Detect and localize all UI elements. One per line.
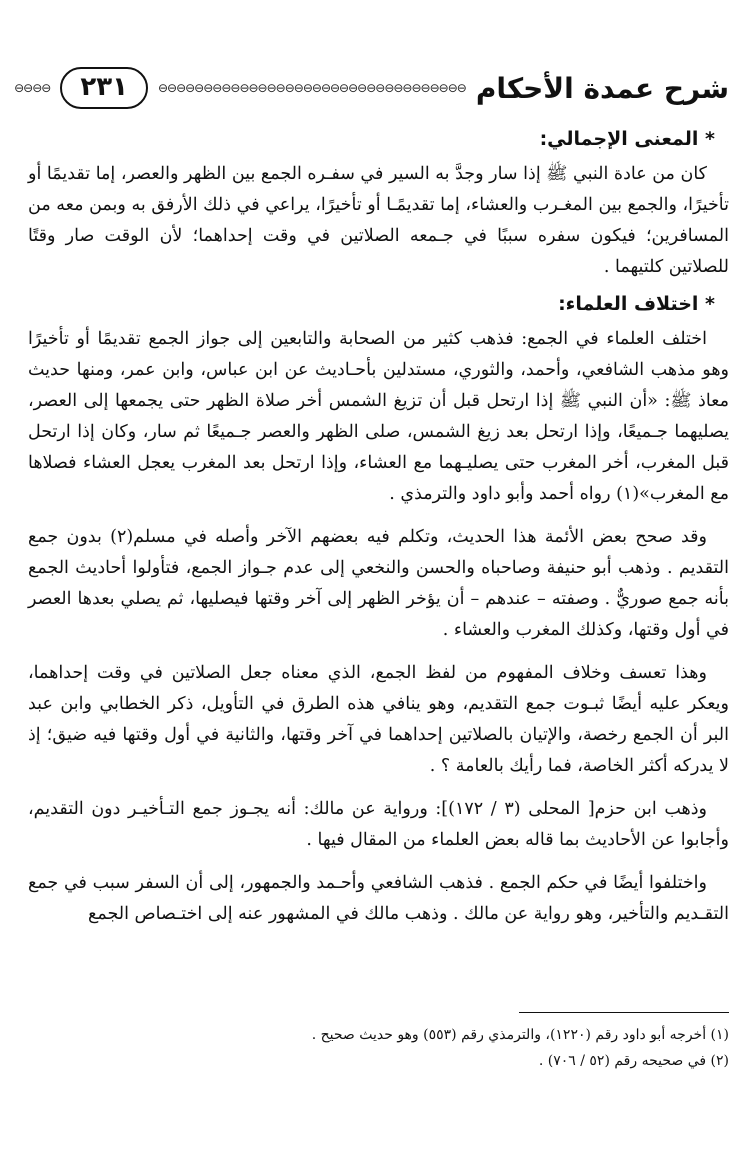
- page-body: [28, 118, 729, 942]
- page-header: [14, 58, 729, 118]
- header-ornament-long: ⊖⊖⊖⊖⊖⊖⊖⊖⊖⊖⊖⊖⊖⊖⊖⊖⊖⊖⊖⊖⊖⊖⊖⊖⊖⊖⊖⊖⊖⊖⊖⊖⊖⊖: [157, 81, 466, 95]
- paragraph: اختلف العلماء في الجمع: فذهب كثير من الصحابة والتابعين إلى جواز الجمع تقديمًا أو تأخيرًا وهو مذهب الشافعي، وأحمد، والثوري، مستدلين بأحـاديث عن ابن عباس، وابن عمر، ومنها حديث معاذ ﷺ: «أن النبي ﷺ إذا ارتحل قبل أن تزيغ الشمس أخر صلاة الظهر حتى يجمعها إلى العصر، يصليهما جـميعًا، وإذا ارتحل بعد زيغ الشمس، صلى الظهر والعصر جـميعًا ثم سار، وكان إذا ارتحل قبل المغرب، أخر المغرب حتى يصليـهما مع العشاء، وإذا ارتحل بعد المغرب يعجل العشاء فصلاها مع المغرب»(١) رواه أحمد وأبو داود والترمذي .: [28, 329, 729, 504]
- footnotes: [28, 1022, 729, 1074]
- paragraph: كان من عادة النبي ﷺ إذا سار وجدَّ به السير في سفـره الجمع بين الظهر والعصر، إما تقديمًا أو تأخيرًا، والجمع بين المغـرب والعشاء، إما تقديمًـا أو تأخيرًا، يراعي في ذلك الأرفق به وبمن معه من المسافرين؛ فيكون سفره سببًا في جـمعه الصلاتين في وقت إحداهما؛ لأن الوقت صار وقتًا للصلاتين كلتيهما .: [28, 164, 729, 277]
- book-title: شرح عمدة الأحكام: [475, 71, 729, 105]
- paragraph: واختلفوا أيضًا في حكم الجمع . فذهب الشافعي وأحـمد والجمهور، إلى أن السفر سبب في جمع التقـديم والتأخير، وهو رواية عن مالك . وذهب مالك في المشهور عنه إلى اختـصاص الجمع: [28, 873, 729, 924]
- footnote-divider: [519, 1012, 729, 1013]
- paragraph: وهذا تعسف وخلاف المفهوم من لفظ الجمع، الذي معناه جعل الصلاتين في وقت إحداهما، ويعكر عليه أيضًا ثبـوت جمع التقديم، وهو ينافي هذه الطرق في التأويل، ذكر الخطابي وابن عبد البر أن الجمع رخصة، والإتيان بالصلاتين إحداهما في آخر وقتها، والثانية في أول وقتها فيه ضيق؛ إذ لا يدركه أكثر الخاصة، فما رأيك بالعامة ؟ .: [28, 663, 729, 776]
- footnote: (١) أخرجه أبو داود رقم (١٢٢٠)، والترمذي رقم (٥٥٣) وهو حديث صحيح .: [311, 1027, 729, 1043]
- section-heading-general-meaning: * المعنى الإجمالي:: [539, 128, 715, 150]
- footnote: (٢) في صحيحه رقم (٥٢ / ٧٠٦) .: [538, 1053, 729, 1069]
- page-number: ٢٣١: [60, 67, 148, 109]
- paragraph: وقد صحح بعض الأئمة هذا الحديث، وتكلم فيه بعضهم الآخر وأصله في مسلم(٢) بدون جمع التقديم . وذهب أبو حنيفة وصاحباه والحسن والنخعي إلى عدم جـواز الجمع، فتأولوا أحاديث الجمع بأنه جمع صوريٌّ . وصفته – عندهم – أن يؤخر الظهر إلى آخر وقتها فيصليها، ثم يصلي بعدها العصر في أول وقتها، وكذلك المغرب والعشاء .: [28, 527, 729, 640]
- section-heading-scholars-disagreement: * اختلاف العلماء:: [558, 293, 715, 315]
- paragraph: وذهب ابن حزم[ المحلى (٣ / ١٧٢)]: ورواية عن مالك: أنه يجـوز جمع التـأخيـر دون التقديم، وأجابوا عن الأحاديث بما قاله بعض العلماء من المقال فيها .: [28, 799, 729, 850]
- header-ornament-short: ⊖⊖⊖⊖: [14, 81, 51, 95]
